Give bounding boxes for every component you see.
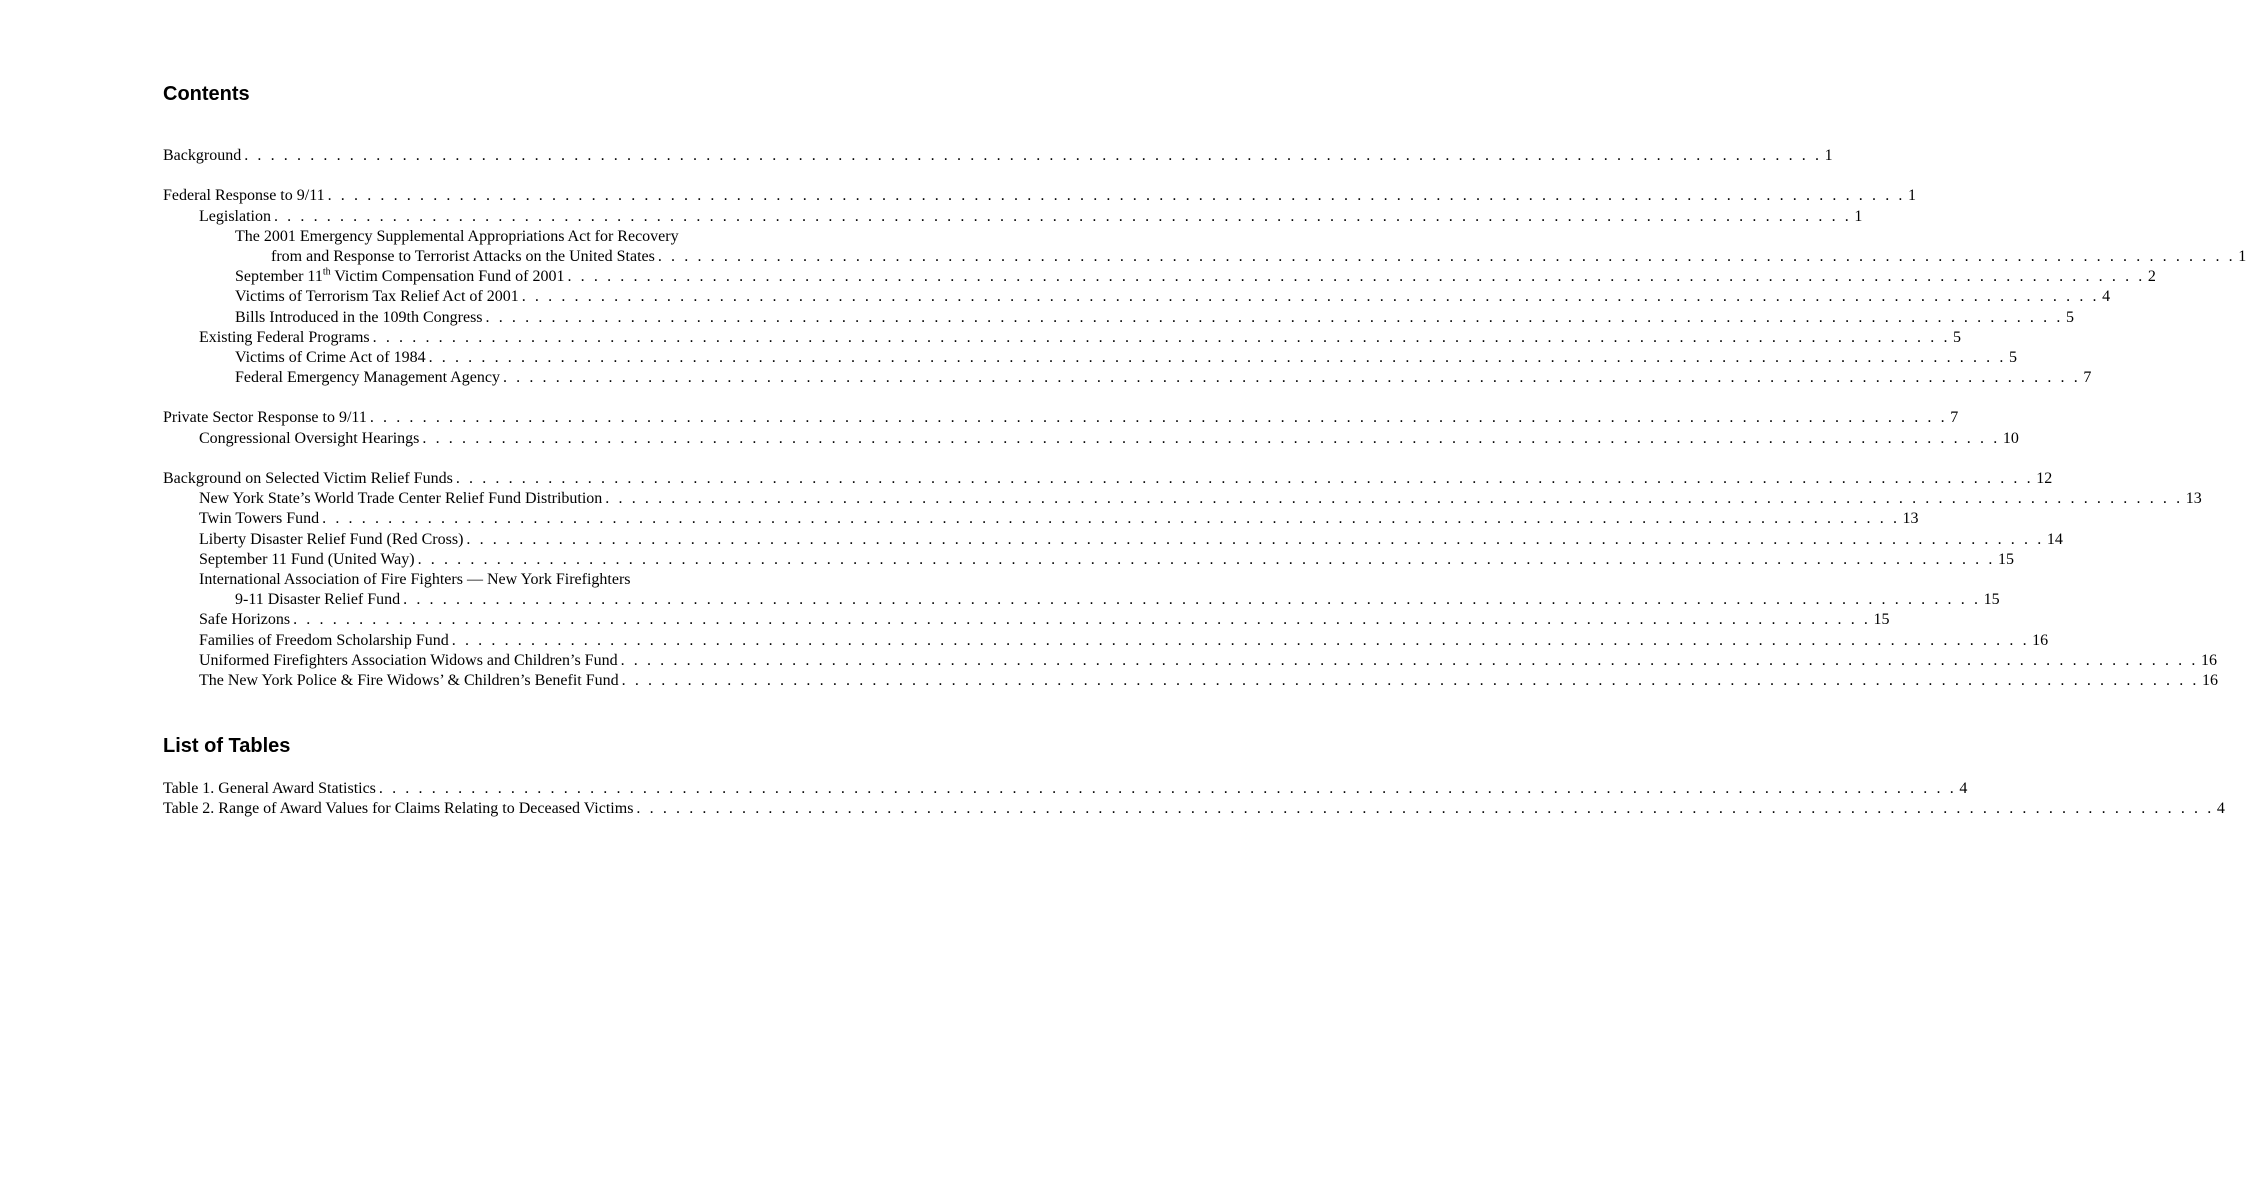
toc-entry[interactable] — [163, 779, 1968, 799]
toc-page-number: 2 — [2147, 268, 2156, 286]
dot-leader: . . . . . . . . . . . . . . . . . . . . . . . . . . . . . . . . . . . . . . . . . . . . . . . . . . . . . . . . . . . . . . . . . . . . . . . . . . . . . . . . . . . . . . . . . . . . . . . . . . . . . . . . . . . . . . . . . . . . . . . . — [485, 308, 2063, 326]
contents-list — [163, 146, 2246, 711]
toc-entry-row — [163, 146, 1833, 166]
toc-entry[interactable] — [163, 610, 1890, 630]
toc-page-number: 15 — [1873, 611, 1890, 629]
toc-entry-row — [235, 308, 2074, 328]
toc-entry-title-post: Victim Compensation Fund of 2001 — [330, 268, 565, 286]
toc-entry-row — [199, 651, 2217, 671]
dot-leader: . . . . . . . . . . . . . . . . . . . . . . . . . . . . . . . . . . . . . . . . . . . . . . . . . . . . . . . . . . . . . . . . . . . . . . . . . . . . . . . . . . . . . . . . . . . . . . . . . . . . . . . . . . . . . . . . . . . . . . . . — [417, 550, 1995, 568]
dot-leader: . . . . . . . . . . . . . . . . . . . . . . . . . . . . . . . . . . . . . . . . . . . . . . . . . . . . . . . . . . . . . . . . . . . . . . . . . . . . . . . . . . . . . . . . . . . . . . . . . . . . . . . . . . . . . . . . . . . . . . . . — [521, 288, 2100, 306]
dot-leader: . . . . . . . . . . . . . . . . . . . . . . . . . . . . . . . . . . . . . . . . . . . . . . . . . . . . . . . . . . . . . . . . . . . . . . . . . . . . . . . . . . . . . . . . . . . . . . . . . . . . . . . . . . . . . . . . . . . . . . . . — [403, 591, 1981, 609]
toc-entry-row — [235, 368, 2092, 388]
toc-entry-title: from and Response to Terrorist Attacks on the United States — [271, 247, 655, 265]
toc-entry-row — [199, 429, 2019, 449]
toc-page-number: 10 — [2002, 429, 2019, 447]
toc-section — [163, 408, 2019, 448]
toc-entry-row — [199, 509, 1919, 529]
toc-page-number: 13 — [2185, 490, 2202, 508]
toc-page-number: 12 — [2036, 470, 2053, 488]
toc-page-number: 15 — [1983, 591, 2000, 609]
toc-page-number: 7 — [1950, 409, 1959, 427]
dot-leader: . . . . . . . . . . . . . . . . . . . . . . . . . . . . . . . . . . . . . . . . . . . . . . . . . . . . . . . . . . . . . . . . . . . . . . . . . . . . . . . . . . . . . . . . . . . . . . . . . . . . . . . . . . . . . . . . . . . . . . . . — [372, 328, 1951, 346]
toc-entry[interactable] — [163, 469, 2053, 489]
toc-page-number: 13 — [1902, 510, 1919, 528]
ordinal-superscript: th — [322, 266, 331, 278]
toc-page-number: 16 — [2200, 651, 2217, 669]
toc-page-number: 4 — [1959, 780, 1968, 797]
toc-entry-title: The New York Police & Fire Widows’ & Children’s Benefit Fund — [199, 671, 619, 689]
toc-entry-row — [163, 186, 1917, 206]
toc-entry[interactable] — [163, 408, 1959, 428]
toc-entry-title: 9-11 Disaster Relief Fund — [235, 591, 401, 609]
toc-entry-title: Federal Emergency Management Agency — [235, 369, 500, 387]
dot-leader: . . . . . . . . . . . . . . . . . . . . . . . . . . . . . . . . . . . . . . . . . . . . . . . . . . . . . . . . . . . . . . . . . . . . . . . . . . . . . . . . . . . . . . . . . . . . . . . . . . . . . . . . . . . . . . . . . . . . . . . . — [378, 780, 1957, 797]
toc-section — [163, 186, 2246, 388]
toc-entry[interactable] — [163, 429, 2019, 449]
toc-entry-title: Background — [163, 147, 242, 164]
toc-entry[interactable] — [163, 328, 1962, 348]
toc-entry[interactable] — [163, 348, 2017, 368]
toc-entry-title: Families of Freedom Scholarship Fund — [199, 631, 449, 649]
toc-entry-row — [235, 266, 2156, 287]
toc-entry-title: Twin Towers Fund — [199, 510, 320, 528]
dot-leader: . . . . . . . . . . . . . . . . . . . . . . . . . . . . . . . . . . . . . . . . . . . . . . . . . . . . . . . . . . . . . . . . . . . . . . . . . . . . . . . . . . . . . . . . . . . . . . . . . . . . . . . . . . . . . . . . . . . . . . . . — [657, 247, 2236, 265]
toc-entry-title: Table 2. Range of Award Values for Claims Relating to Deceased Victims — [163, 800, 634, 818]
dot-leader: . . . . . . . . . . . . . . . . . . . . . . . . . . . . . . . . . . . . . . . . . . . . . . . . . . . . . . . . . . . . . . . . . . . . . . . . . . . . . . . . . . . . . . . . . . . . . . . . . . . . . . . . . . . . . . . . . . . . . . . . — [327, 187, 1906, 205]
toc-entry-title: Table 1. General Award Statistics — [163, 780, 376, 797]
toc-entry-title: Existing Federal Programs — [199, 328, 370, 346]
toc-entry[interactable] — [163, 671, 2219, 691]
toc-page-number: 1 — [1854, 207, 1863, 225]
dot-leader: . . . . . . . . . . . . . . . . . . . . . . . . . . . . . . . . . . . . . . . . . . . . . . . . . . . . . . . . . . . . . . . . . . . . . . . . . . . . . . . . . . . . . . . . . . . . . . . . . . . . . . . . . . . . . . . . . . . . . . . . — [369, 409, 1948, 427]
toc-entry[interactable] — [163, 651, 2217, 671]
toc-entry-title: Background on Selected Victim Relief Funds — [163, 470, 453, 488]
toc-entry-title-line1: The 2001 Emergency Supplemental Appropriations Act for Recovery — [235, 227, 679, 245]
toc-entry-title: Private Sector Response to 9/11 — [163, 409, 367, 427]
toc-entry-title: Bills Introduced in the 109th Congress — [235, 308, 483, 326]
toc-entry-row — [199, 631, 2049, 651]
toc-page-number: 4 — [2216, 800, 2225, 818]
toc-entry[interactable] — [163, 266, 2156, 287]
toc-entry[interactable] — [163, 550, 2014, 570]
toc-entry-row — [199, 671, 2219, 691]
toc-entry-title: New York State’s World Trade Center Relief Fund Distribution — [199, 490, 603, 508]
toc-page-number: 16 — [2032, 631, 2049, 649]
toc-entry-row — [199, 207, 1863, 227]
toc-entry-title: Safe Horizons — [199, 611, 291, 629]
toc-page-number: 15 — [1997, 550, 2014, 568]
toc-entry-row — [235, 348, 2017, 368]
toc-page-number: 5 — [1953, 328, 1962, 346]
toc-entry-title: September 11 Fund (United Way) — [199, 550, 415, 568]
toc-entry[interactable] — [163, 207, 1863, 227]
toc-entry-row — [235, 287, 2111, 307]
dot-leader: . . . . . . . . . . . . . . . . . . . . . . . . . . . . . . . . . . . . . . . . . . . . . . . . . . . . . . . . . . . . . . . . . . . . . . . . . . . . . . . . . . . . . . . . . . . . . . . . . . . . . . . . . . . . . . . . . . . . . . . . — [605, 490, 2183, 508]
dot-leader: . . . . . . . . . . . . . . . . . . . . . . . . . . . . . . . . . . . . . . . . . . . . . . . . . . . . . . . . . . . . . . . . . . . . . . . . . . . . . . . . . . . . . . . . . . . . . . . . . . . . . . . . . . . . . . . . . . . . . . . . — [244, 147, 1822, 164]
toc-entry-title: Liberty Disaster Relief Fund (Red Cross) — [199, 530, 464, 548]
dot-leader: . . . . . . . . . . . . . . . . . . . . . . . . . . . . . . . . . . . . . . . . . . . . . . . . . . . . . . . . . . . . . . . . . . . . . . . . . . . . . . . . . . . . . . . . . . . . . . . . . . . . . . . . . . . . . . . . . . . . . . . . — [428, 348, 2006, 366]
toc-entry[interactable] — [163, 227, 2246, 267]
toc-page-number: 5 — [2065, 308, 2074, 326]
toc-page-number: 14 — [2046, 530, 2063, 548]
dot-leader: . . . . . . . . . . . . . . . . . . . . . . . . . . . . . . . . . . . . . . . . . . . . . . . . . . . . . . . . . . . . . . . . . . . . . . . . . . . . . . . . . . . . . . . . . . . . . . . . . . . . . . . . . . . . . . . . . . . . . . . . — [621, 671, 2200, 689]
dot-leader: . . . . . . . . . . . . . . . . . . . . . . . . . . . . . . . . . . . . . . . . . . . . . . . . . . . . . . . . . . . . . . . . . . . . . . . . . . . . . . . . . . . . . . . . . . . . . . . . . . . . . . . . . . . . . . . . . . . . . . . . — [620, 651, 2198, 669]
toc-entry-row — [199, 550, 2014, 570]
toc-entry[interactable] — [163, 287, 2111, 307]
toc-page-number: 7 — [2083, 369, 2092, 387]
toc-page-number: 1 — [1824, 147, 1833, 164]
toc-entry-row — [163, 799, 2225, 819]
dot-leader: . . . . . . . . . . . . . . . . . . . . . . . . . . . . . . . . . . . . . . . . . . . . . . . . . . . . . . . . . . . . . . . . . . . . . . . . . . . . . . . . . . . . . . . . . . . . . . . . . . . . . . . . . . . . . . . . . . . . . . . . — [567, 268, 2145, 286]
toc-entry[interactable] — [163, 799, 2225, 819]
toc-entry[interactable] — [163, 530, 2063, 550]
dot-leader: . . . . . . . . . . . . . . . . . . . . . . . . . . . . . . . . . . . . . . . . . . . . . . . . . . . . . . . . . . . . . . . . . . . . . . . . . . . . . . . . . . . . . . . . . . . . . . . . . . . . . . . . . . . . . . . . . . . . . . . . — [293, 611, 1871, 629]
toc-entry-row — [199, 328, 1962, 348]
toc-entry[interactable] — [163, 489, 2202, 509]
toc-section — [163, 469, 2219, 691]
toc-entry-row — [199, 610, 1890, 630]
toc-entry-title: Congressional Oversight Hearings — [199, 429, 420, 447]
toc-entry[interactable] — [163, 570, 2000, 610]
toc-entry-title — [235, 267, 564, 287]
toc-entry-row — [163, 408, 1959, 428]
dot-leader: . . . . . . . . . . . . . . . . . . . . . . . . . . . . . . . . . . . . . . . . . . . . . . . . . . . . . . . . . . . . . . . . . . . . . . . . . . . . . . . . . . . . . . . . . . . . . . . . . . . . . . . . . . . . . . . . . . . . . . . . — [636, 800, 2214, 818]
toc-entry-row — [199, 489, 2202, 509]
toc-entry[interactable] — [163, 368, 2092, 388]
toc-page-number: 1 — [1908, 187, 1917, 205]
toc-page-number: 1 — [2238, 247, 2246, 265]
dot-leader: . . . . . . . . . . . . . . . . . . . . . . . . . . . . . . . . . . . . . . . . . . . . . . . . . . . . . . . . . . . . . . . . . . . . . . . . . . . . . . . . . . . . . . . . . . . . . . . . . . . . . . . . . . . . . . . . . . . . . . . . — [466, 530, 2044, 548]
toc-entry[interactable] — [163, 308, 2074, 328]
dot-leader: . . . . . . . . . . . . . . . . . . . . . . . . . . . . . . . . . . . . . . . . . . . . . . . . . . . . . . . . . . . . . . . . . . . . . . . . . . . . . . . . . . . . . . . . . . . . . . . . . . . . . . . . . . . . . . . . . . . . . . . . — [502, 369, 2081, 387]
toc-entry-title: Victims of Crime Act of 1984 — [235, 348, 426, 366]
contents-heading: Contents — [163, 83, 250, 105]
dot-leader: . . . . . . . . . . . . . . . . . . . . . . . . . . . . . . . . . . . . . . . . . . . . . . . . . . . . . . . . . . . . . . . . . . . . . . . . . . . . . . . . . . . . . . . . . . . . . . . . . . . . . . . . . . . . . . . . . . . . . . . . — [322, 510, 1900, 528]
toc-entry-title-line1: International Association of Fire Fighters — New York Firefighters — [199, 570, 631, 588]
toc-entry-row — [199, 530, 2063, 550]
toc-section — [163, 146, 1833, 166]
toc-entry-title: Uniformed Firefighters Association Widows and Children’s Fund — [199, 651, 618, 669]
toc-entry-title-pre: September 11 — [235, 268, 323, 286]
toc-page-number: 16 — [2202, 671, 2219, 689]
toc-entry[interactable] — [163, 186, 1917, 206]
dot-leader: . . . . . . . . . . . . . . . . . . . . . . . . . . . . . . . . . . . . . . . . . . . . . . . . . . . . . . . . . . . . . . . . . . . . . . . . . . . . . . . . . . . . . . . . . . . . . . . . . . . . . . . . . . . . . . . . . . . . . . . . — [451, 631, 2030, 649]
toc-page-number: 5 — [2008, 348, 2017, 366]
toc-entry[interactable] — [163, 509, 1919, 529]
list-of-tables-heading: List of Tables — [163, 735, 291, 757]
toc-entry-row — [163, 469, 2053, 489]
toc-entry-row — [163, 779, 1968, 799]
toc-entry[interactable] — [163, 146, 1833, 166]
toc-entry-row — [199, 590, 2000, 610]
dot-leader: . . . . . . . . . . . . . . . . . . . . . . . . . . . . . . . . . . . . . . . . . . . . . . . . . . . . . . . . . . . . . . . . . . . . . . . . . . . . . . . . . . . . . . . . . . . . . . . . . . . . . . . . . . . . . . . . . . . . . . . . — [422, 429, 2000, 447]
toc-entry-title: Victims of Terrorism Tax Relief Act of 2001 — [235, 288, 519, 306]
toc-page-number: 4 — [2102, 288, 2111, 306]
toc-entry-title: Federal Response to 9/11 — [163, 187, 325, 205]
dot-leader: . . . . . . . . . . . . . . . . . . . . . . . . . . . . . . . . . . . . . . . . . . . . . . . . . . . . . . . . . . . . . . . . . . . . . . . . . . . . . . . . . . . . . . . . . . . . . . . . . . . . . . . . . . . . . . . . . . . . . . . . — [273, 207, 1852, 225]
dot-leader: . . . . . . . . . . . . . . . . . . . . . . . . . . . . . . . . . . . . . . . . . . . . . . . . . . . . . . . . . . . . . . . . . . . . . . . . . . . . . . . . . . . . . . . . . . . . . . . . . . . . . . . . . . . . . . . . . . . . . . . . — [455, 470, 2034, 488]
list-of-tables — [163, 779, 2225, 819]
toc-entry[interactable] — [163, 631, 2049, 651]
toc-entry-row — [235, 247, 2246, 267]
toc-entry-title: Legislation — [199, 207, 271, 225]
